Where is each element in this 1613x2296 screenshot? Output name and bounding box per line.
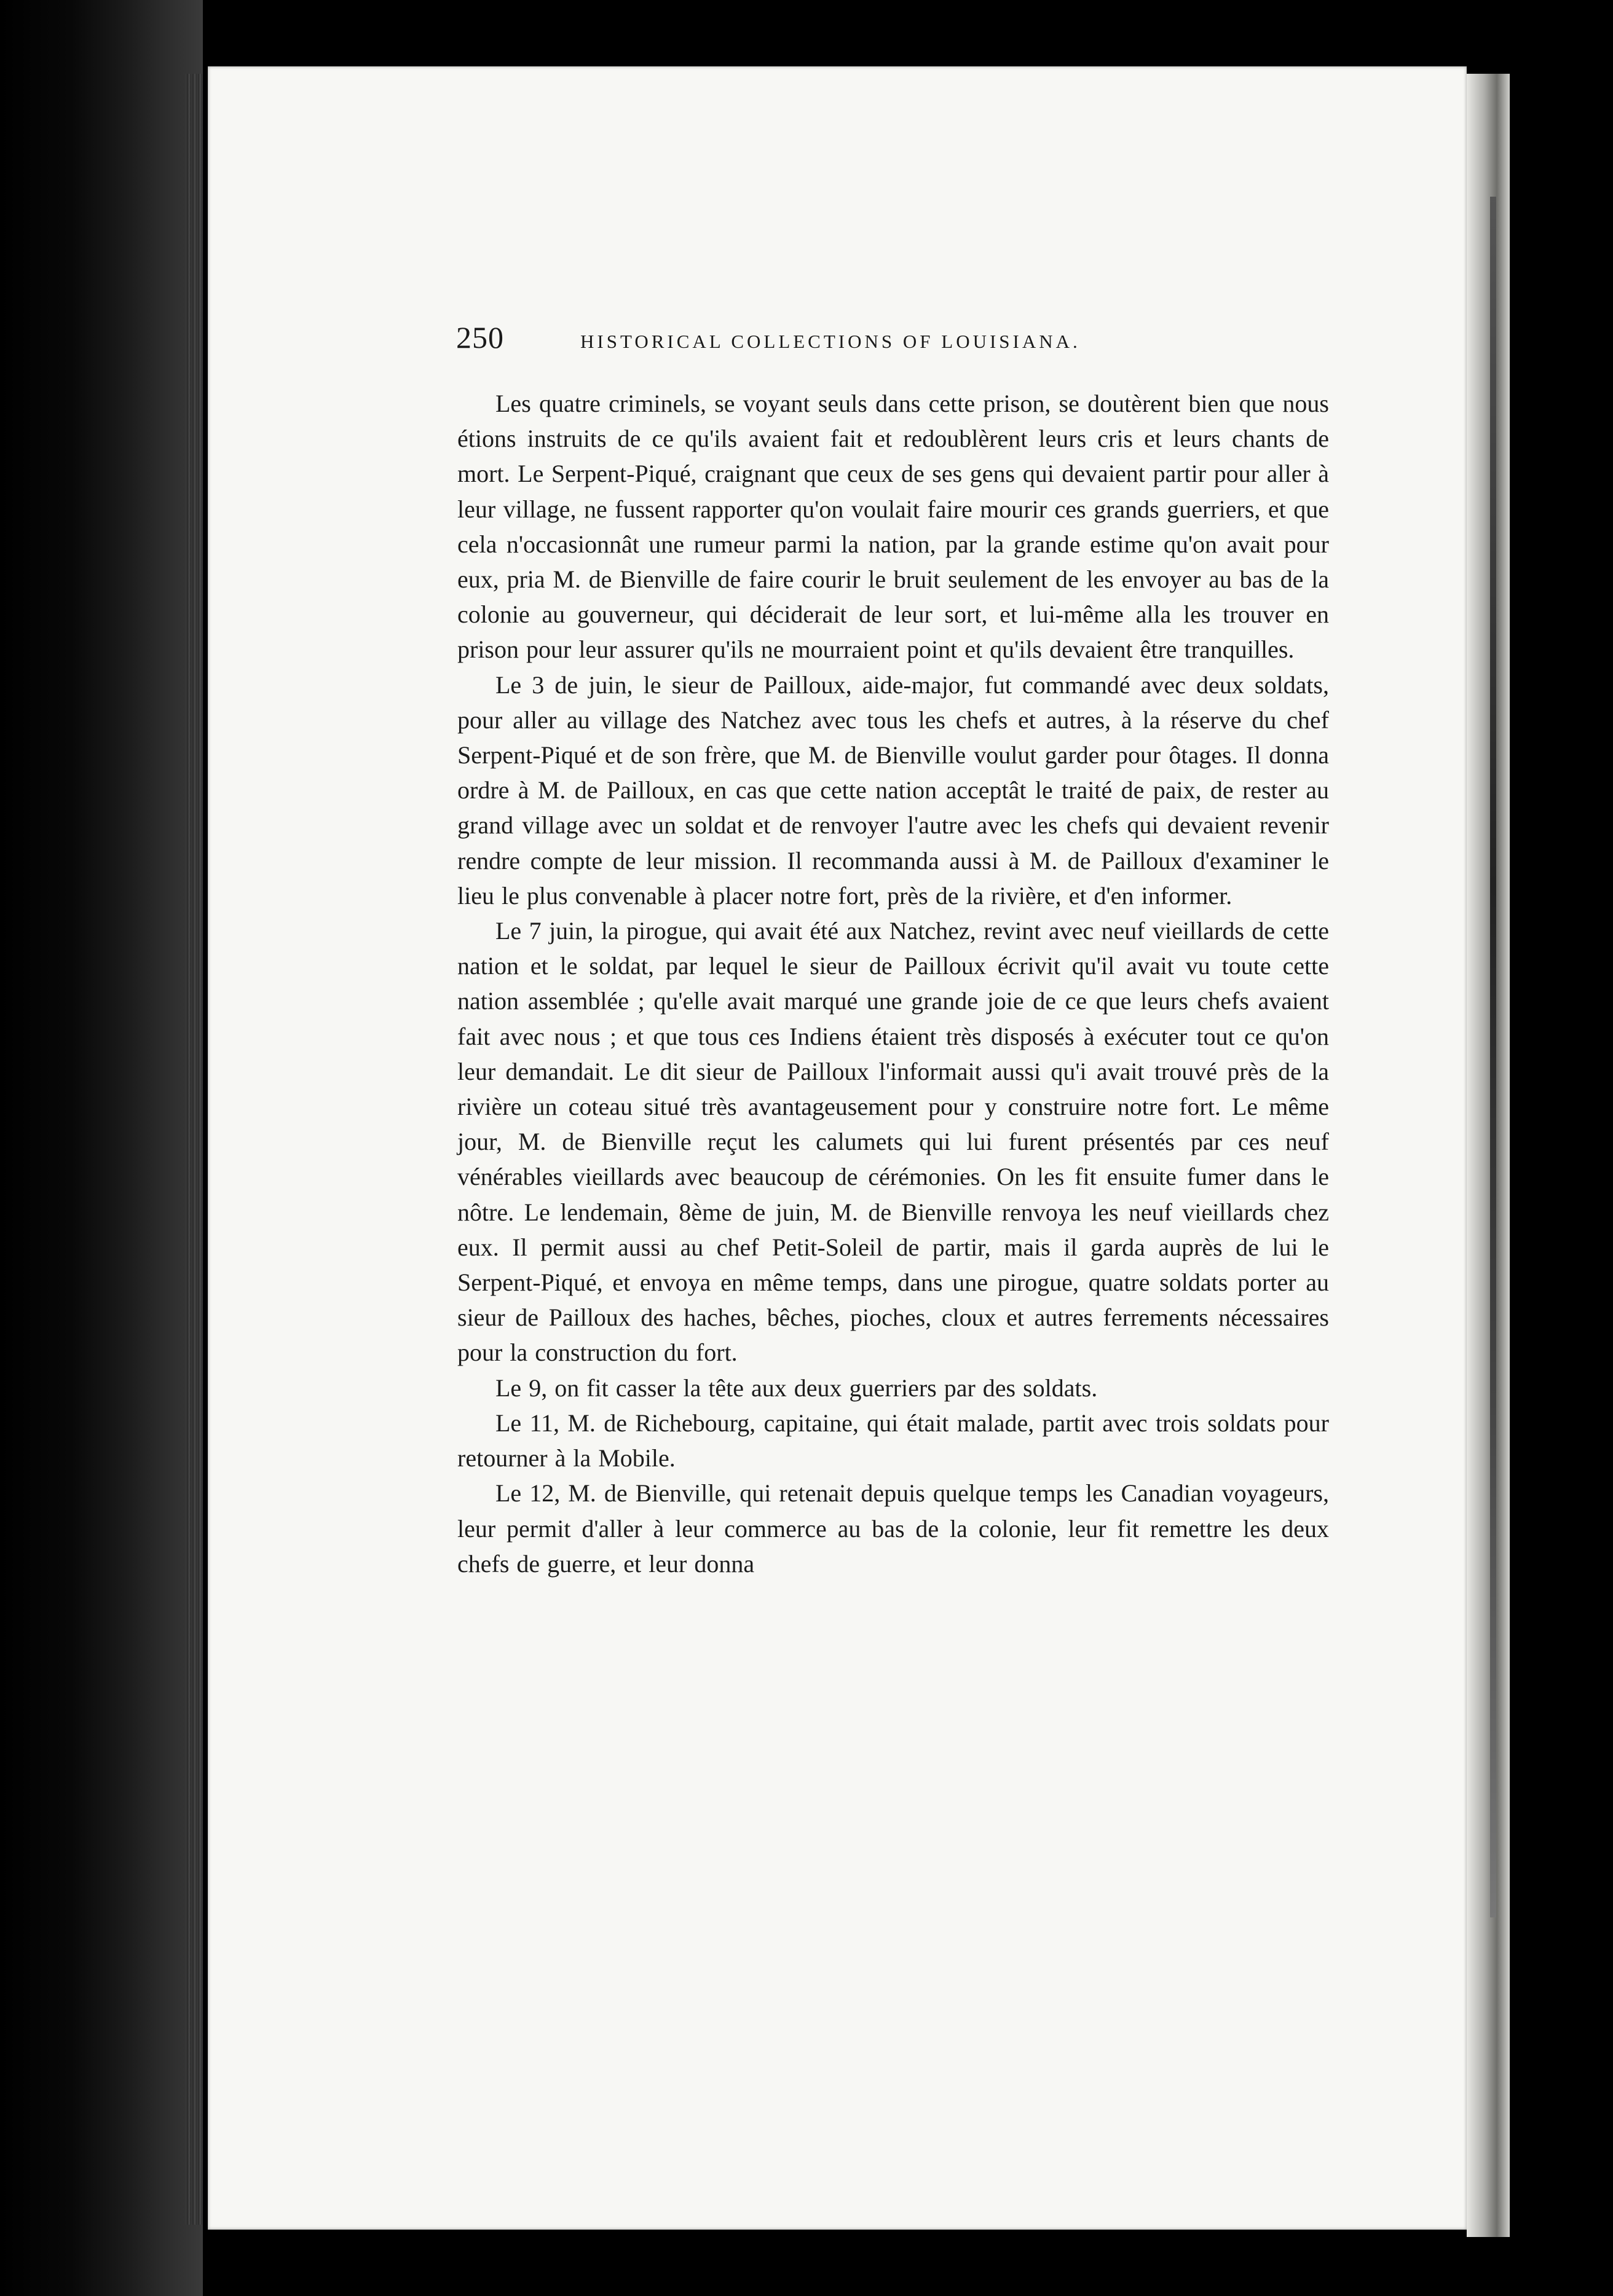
paragraph: Le 7 juin, la pirogue, qui avait été aux Natchez, revint avec neuf vieillards de cette nation et le soldat, par lequel le sieur de Pailloux écrivit qu'il avait vu toute cette nation assemblée ; qu'elle avait marqué une grande joie de ce que leurs chefs avaient fait avec nous ; et que tous ces Indiens étaient très disposés à exécuter tout ce qu'on leur demandait. Le dit sieur de Pailloux l'informait aussi qu'i avait trouvé près de la rivière un coteau situé très avantageusement pour y construire notre fort. Le même jour, M. de Bienville reçut les calumets qui lui furent présentés par ces neuf vénérables vieillards avec beaucoup de cérémonies. On les fit ensuite fumer dans le nôtre. Le lendemain, 8ème de juin, M. de Bienville renvoya les neuf vieillards chez eux. Il permit aussi au chef Petit-Soleil de partir, mais il garda auprès de lui le Serpent-Piqué, et envoya en même temps, dans une pirogue, quatre soldats porter au sieur de Pailloux des haches, bêches, pioches, cloux et autres ferrements nécessaires pour la construction du fort. [457,917,1329,1367]
book-binding-edge [0,0,203,2296]
paragraph: Le 3 de juin, le sieur de Pailloux, aide-major, fut commandé avec deux soldats, pour aller au village des Natchez avec tous les chefs et autres, à la réserve du chef Serpent-Piqué et de son frère, que M. de Bienville voulut garder pour ôtages. Il donna ordre à M. de Pailloux, en cas que cette nation acceptât le traité de paix, de rester au grand village avec un soldat et de renvoyer l'autre avec les chefs qui devaient revenir rendre compte de leur mission. Il recommanda aussi à M. de Pailloux d'examiner le lieu le plus convenable à placer notre fort, près de la rivière, et d'en informer. [457,670,1329,910]
paragraph: Le 12, M. de Bienville, qui retenait depuis quelque temps les Canadian voyageurs, leur permit d'aller à leur commerce au bas de la colonie, leur fit remettre les deux chefs de guerre, et leur donna [457,1479,1329,1578]
paragraph: Les quatre criminels, se voyant seuls dans cette prison, se doutèrent bien que nous étions instruits de ce qu'ils avaient fait et redoublèrent leurs cris et leurs chants de mort. Le Serpent-Piqué, craignant que ceux de ses gens qui devaient partir pour aller à leur village, ne fussent rapporter qu'on voulait faire mourir ces grands guerriers, et que cela n'occasionnât une rumeur parmi la nation, par la grande estime qu'on avait pour eux, pria M. de Bienville de faire courir le bruit seulement de les envoyer au bas de la colonie au gouverneur, qui déciderait de leur sort, et lui-même alla les trouver en prison pour leur assurer qu'ils ne mourraient point et qu'ils devaient être tranquilles. [457,390,1329,664]
scan-background [1510,0,1613,2296]
page-number: 250 [456,320,504,355]
body-text [457,386,1329,1581]
paragraph: Le 11, M. de Richebourg, capitaine, qui était malade, partit avec trois soldats pour retourner à la Mobile. [457,1409,1329,1472]
page-stack-edge [186,74,203,2225]
running-head [456,320,1188,363]
running-title: HISTORICAL COLLECTIONS OF LOUISIANA. [580,331,1081,352]
paragraph: Le 9, on fit casser la tête aux deux guerriers par des soldats. [495,1374,1098,1402]
facing-page-edge [1467,74,1510,2237]
